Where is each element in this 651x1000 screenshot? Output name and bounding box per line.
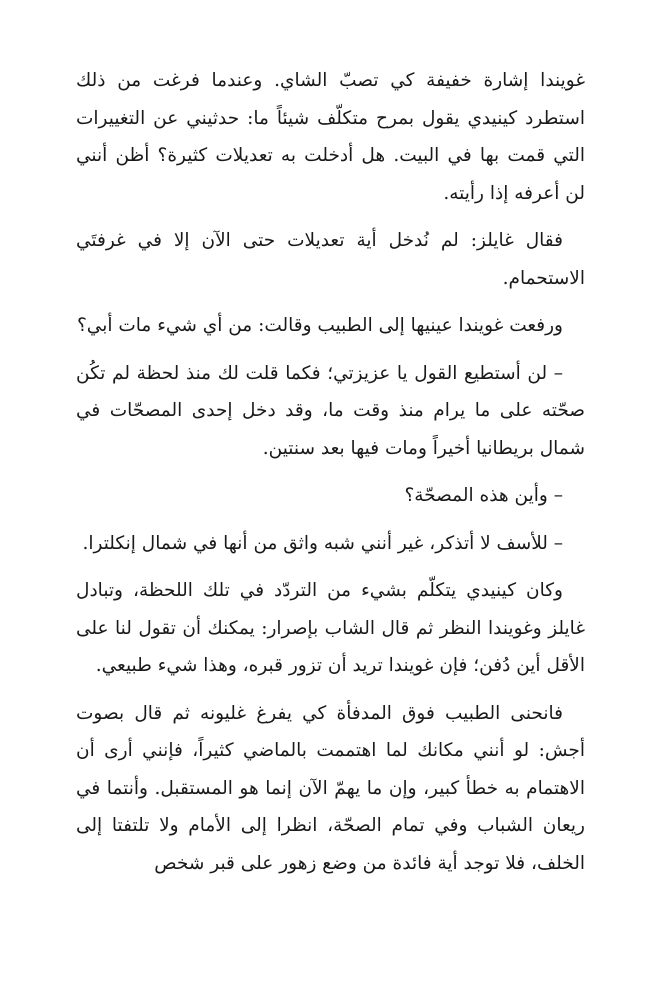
- dialogue-line-1: – لن أستطيع القول يا عزيزتي؛ فكما قلت لك منذ لحظة لم تكُن صحّته على ما يرام منذ وقت ما، وقد دخل إحدى المصحّات في شمال بريطانيا أخيراً ومات فيها بعد سنتين.: [76, 362, 585, 459]
- book-page: [76, 62, 585, 892]
- paragraph-8: فانحنى الطبيب فوق المدفأة كي يفرغ غليونه ثم قال بصوت أجش: لو أنني مكانك لما اهتممت بالماضي كثيراً، فإنني أرى أن الاهتمام به خطأ كبير، وإن ما يهمّ الآن إنما هو المستقبل. وأنتما في ريعان الشباب وفي تمام الصحّة، انظرا إلى الأمام ولا تلتفتا إلى الخلف، فلا توجد أية فائدة من وضع زهور على قبر شخص: [76, 702, 585, 874]
- paragraph-3: ورفعت غويندا عينيها إلى الطبيب وقالت: من أي شيء مات أبي؟: [76, 315, 563, 336]
- dialogue-line-3: – للأسف لا أتذكر، غير أنني شبه واثق من أنها في شمال إنكلترا.: [82, 532, 563, 554]
- dialogue-line-2: – وأين هذه المصحّة؟: [404, 485, 563, 506]
- paragraph-2: فقال غايلز: لم نُدخل أية تعديلات حتى الآن إلا في غرفتَي الاستحمام.: [76, 230, 585, 289]
- paragraph-7: وكان كينيدي يتكلّم بشيء من التردّد في تلك اللحظة، وتبادل غايلز وغويندا النظر ثم قال الشاب بإصرار: يمكنك أن تقول لنا على الأقل أين دُفن؛ فإن غويندا تريد أن تزور قبره، وهذا شيء طبيعي.: [76, 580, 585, 676]
- paragraph-1: غويندا إشارة خفيفة كي تصبّ الشاي. وعندما فرغت من ذلك استطرد كينيدي يقول بمرح متكلّف شيئاً ما: حدثيني عن التغييرات التي قمت بها في البيت. هل أدخلت به تعديلات كثيرة؟ أظن أنني لن أعرفه إذا رأيته.: [76, 70, 585, 204]
